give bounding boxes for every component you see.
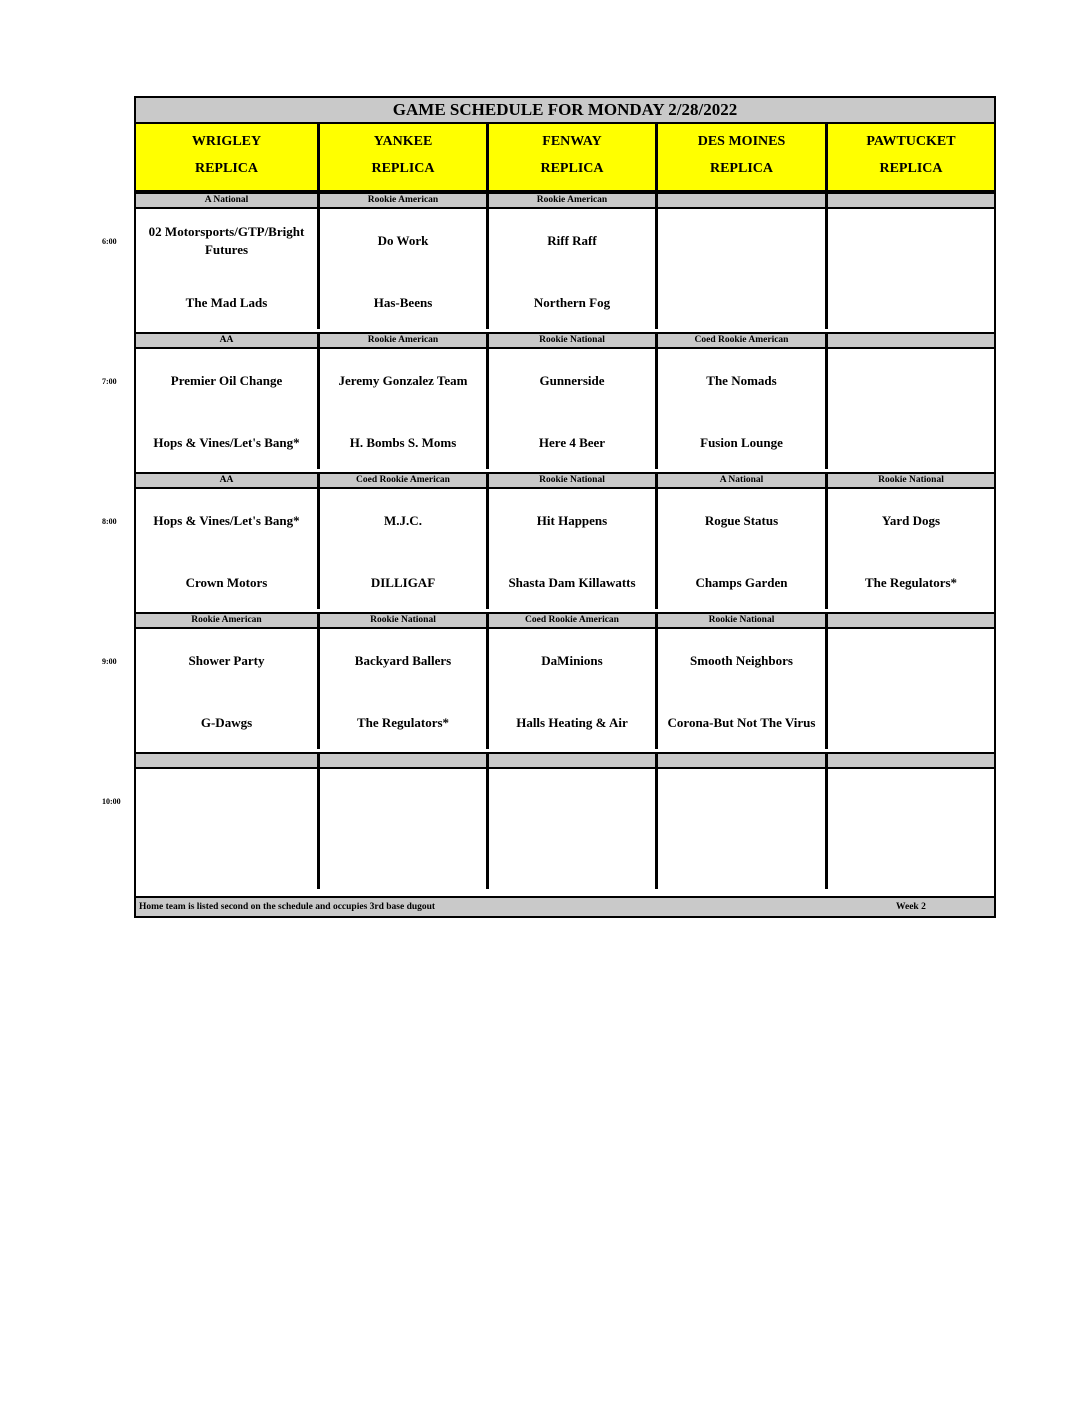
time-slot-label: 8:00 xyxy=(102,517,117,526)
game-cell xyxy=(320,349,489,469)
park-header xyxy=(136,124,320,192)
division-label: Rookie American xyxy=(489,192,658,209)
home-team xyxy=(661,281,822,325)
park-header xyxy=(828,124,994,192)
home-team: The Regulators* xyxy=(864,575,958,590)
game-cell xyxy=(489,209,658,329)
division-label: Coed Rookie American xyxy=(658,332,828,349)
time-slot-label: 6:00 xyxy=(102,237,117,246)
home-team: Northern Fog xyxy=(533,295,611,310)
division-label: AA xyxy=(136,472,320,489)
division-label: Rookie National xyxy=(489,332,658,349)
week-label: Week 2 xyxy=(896,902,926,912)
game-cell xyxy=(320,629,489,749)
division-label xyxy=(828,332,994,349)
away-team: The Nomads xyxy=(706,373,777,388)
game-cell xyxy=(828,349,994,469)
away-team xyxy=(831,779,991,823)
away-team: 02 Motorsports/GTP/Bright Futures xyxy=(148,224,305,257)
home-team: Halls Heating & Air xyxy=(516,715,628,730)
away-team xyxy=(323,779,483,823)
away-team: Smooth Neighbors xyxy=(690,653,793,668)
game-cell xyxy=(136,209,320,329)
game-cell xyxy=(136,629,320,749)
game-cell xyxy=(828,209,994,329)
away-team: Jeremy Gonzalez Team xyxy=(338,373,468,388)
game-cell xyxy=(136,769,320,889)
game-cell xyxy=(320,489,489,609)
away-team xyxy=(831,359,991,403)
division-label xyxy=(658,752,828,769)
home-team: Here 4 Beer xyxy=(538,435,606,450)
park-subtitle: REPLICA xyxy=(879,161,943,176)
park-name: DES MOINES xyxy=(697,134,786,149)
away-team xyxy=(661,779,822,823)
park-header xyxy=(658,124,828,192)
home-team xyxy=(661,841,822,885)
division-label: Rookie American xyxy=(320,332,489,349)
home-team xyxy=(831,701,991,745)
home-team: DILLIGAF xyxy=(370,575,436,590)
division-label: Rookie American xyxy=(136,612,320,629)
division-label: Coed Rookie American xyxy=(489,612,658,629)
home-team: Champs Garden xyxy=(695,575,788,590)
game-cell xyxy=(489,489,658,609)
division-label xyxy=(658,192,828,209)
division-label xyxy=(828,612,994,629)
away-team xyxy=(492,779,652,823)
away-team: DaMinions xyxy=(541,653,603,668)
game-cell xyxy=(658,489,828,609)
game-cell xyxy=(658,769,828,889)
game-cell xyxy=(828,489,994,609)
division-label: Rookie National xyxy=(320,612,489,629)
home-team: Has-Beens xyxy=(373,295,433,310)
park-header xyxy=(320,124,489,192)
away-team xyxy=(831,219,991,263)
park-subtitle: REPLICA xyxy=(709,161,773,176)
away-team: Hops & Vines/Let's Bang* xyxy=(153,513,300,528)
away-team: Gunnerside xyxy=(539,373,605,388)
game-cell xyxy=(136,349,320,469)
division-label xyxy=(489,752,658,769)
division-label: Coed Rookie American xyxy=(320,472,489,489)
home-team: The Mad Lads xyxy=(185,295,268,310)
home-team xyxy=(831,421,991,465)
schedule-title: GAME SCHEDULE FOR MONDAY 2/28/2022 xyxy=(136,98,994,124)
game-cell xyxy=(489,629,658,749)
home-team: Fusion Lounge xyxy=(700,435,783,450)
away-team xyxy=(831,639,991,683)
home-team: The Regulators* xyxy=(356,715,450,730)
away-team: Yard Dogs xyxy=(881,513,941,528)
schedule-footer xyxy=(136,896,994,916)
division-label xyxy=(828,752,994,769)
park-header xyxy=(489,124,658,192)
game-cell xyxy=(320,769,489,889)
division-label: Rookie National xyxy=(828,472,994,489)
home-team: Crown Motors xyxy=(185,575,268,590)
game-cell xyxy=(658,209,828,329)
park-subtitle: REPLICA xyxy=(194,161,258,176)
park-name: PAWTUCKET xyxy=(866,134,956,149)
home-team xyxy=(831,281,991,325)
game-cell xyxy=(320,209,489,329)
park-subtitle: REPLICA xyxy=(371,161,435,176)
away-team: Premier Oil Change xyxy=(170,373,283,388)
away-team xyxy=(661,219,822,263)
division-label: AA xyxy=(136,332,320,349)
home-team xyxy=(139,841,314,885)
park-name: YANKEE xyxy=(373,134,433,149)
schedule-sheet xyxy=(134,96,996,918)
time-slot-label: 9:00 xyxy=(102,657,117,666)
away-team: M.J.C. xyxy=(384,513,422,528)
home-team: Hops & Vines/Let's Bang* xyxy=(153,435,300,450)
time-slot-label: 10:00 xyxy=(102,797,121,806)
park-name: FENWAY xyxy=(542,134,602,149)
game-cell xyxy=(136,489,320,609)
time-slot-label: 7:00 xyxy=(102,377,117,386)
division-label: Rookie National xyxy=(658,612,828,629)
game-cell xyxy=(489,349,658,469)
park-name: WRIGLEY xyxy=(191,134,262,149)
home-team xyxy=(492,841,652,885)
division-label xyxy=(320,752,489,769)
division-label xyxy=(828,192,994,209)
park-subtitle: REPLICA xyxy=(540,161,604,176)
away-team: Hit Happens xyxy=(536,513,608,528)
division-label: Rookie National xyxy=(489,472,658,489)
division-label: A National xyxy=(136,192,320,209)
away-team: Do Work xyxy=(377,233,429,248)
away-team: Shower Party xyxy=(188,653,265,668)
division-label: A National xyxy=(658,472,828,489)
division-label: Rookie American xyxy=(320,192,489,209)
home-team: Corona-But Not The Virus xyxy=(667,715,816,730)
home-team: H. Bombs S. Moms xyxy=(349,435,457,450)
home-team: G-Dawgs xyxy=(200,715,253,730)
away-team: Riff Raff xyxy=(547,233,597,248)
home-team-note: Home team is listed second on the schedule and occupies 3rd base dugout xyxy=(139,902,436,912)
game-cell xyxy=(828,629,994,749)
home-team: Shasta Dam Killawatts xyxy=(508,575,636,590)
home-team xyxy=(831,841,991,885)
division-label xyxy=(136,752,320,769)
away-team xyxy=(139,779,314,823)
game-cell xyxy=(658,629,828,749)
game-cell xyxy=(828,769,994,889)
away-team: Backyard Ballers xyxy=(354,653,452,668)
home-team xyxy=(323,841,483,885)
game-cell xyxy=(489,769,658,889)
game-cell xyxy=(658,349,828,469)
away-team: Rogue Status xyxy=(704,513,779,528)
